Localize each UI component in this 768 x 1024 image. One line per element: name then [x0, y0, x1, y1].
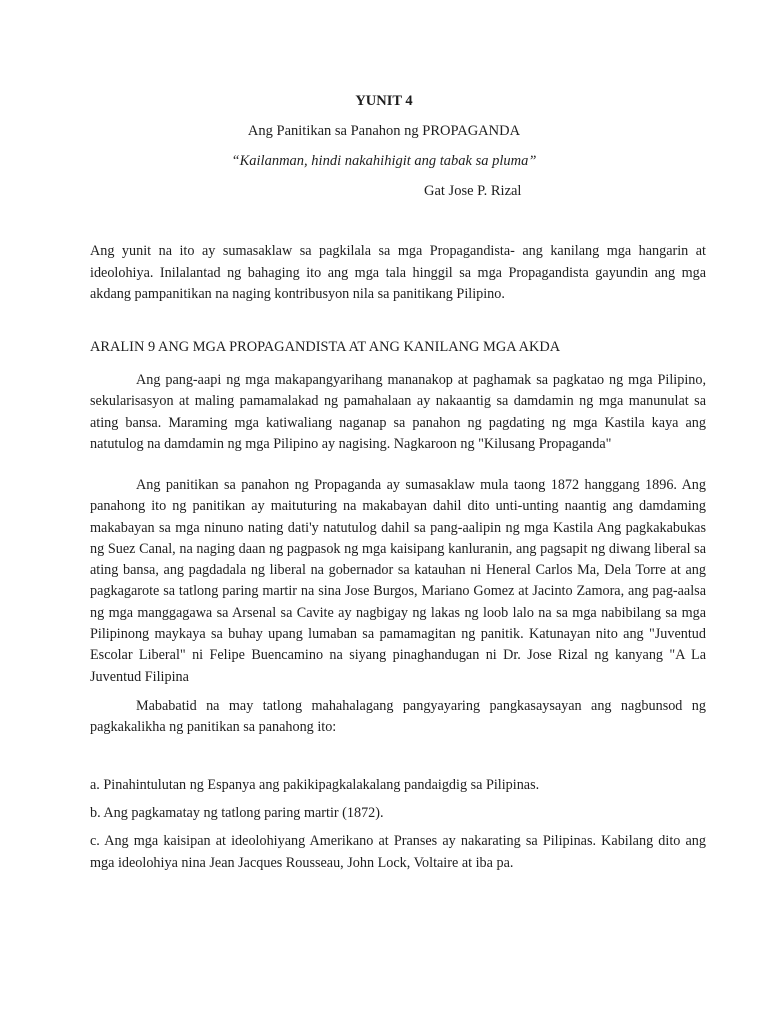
lesson-paragraph: Ang panitikan sa panahon ng Propaganda ay sumasaklaw mula taong 1872 hanggang 1896. Ang panahong ito ng panitikan ay maituturing na makabayan dahil dito unti-unting naantig ang damdaming makabayan sa mga ninuno nating dati'y natutulog dahil sa pang-aalipin ng mga Kastila Ang pagkakabukas ng Suez Canal, na naging daan ng pagpasok ng mga kaisipang kanluranin, ang pagsapit ng diwang liberal sa ating bansa, ang pagdadala ng liberal na gobernador sa katauhan ni Heneral Carlos Ma, Dela Torre at ang pagkagarote sa tatlong paring martir na sina Jose Burgos, Mariano Gomez at Jacinto Zamora, ang pag-aalsa ng mga manggagawa sa Arsenal sa Cavite ay nagbigay ng lakas ng loob lalo na sa mga nabibilang sa mga Pilipinong maykaya sa buhay upang lumaban sa pamamagitan ng panitik. Katunayan nito ang "Juventud Escolar Liberal" ni Felipe Buencamino na siyang pinaghandugan ni Dr. Jose Rizal ng kanyang "A La Juventud Filipina: [90, 477, 706, 685]
lesson-paragraph: Ang pang-aapi ng mga makapangyarihang mananakop at paghamak sa pagkatao ng mga Pilipino, sekularisasyon at maling pamamalakad ng pamahalaan ay nakaantig sa damdamin ng mga manunulat sa ating bansa. Maraming mga katiwaliang naganap sa panahon ng pagdating ng mga Kastila kaya ang natutulog na damdamin ng mga Pilipino ay nagising. Nagkaroon ng "Kilusang Propaganda": [90, 372, 706, 452]
intro-paragraph: Ang yunit na ito ay sumasaklaw sa pagkilala sa mga Propagandista- ang kanilang mga hangarin at ideolohiya. Inilalantad ng bahaging ito ang mga tala hinggil sa mga Propagandista gayundin ang mga akdang pampanitikan na naging kontribusyon nila sa panitikang Pilipino.: [90, 243, 706, 302]
list-item: a. Pinahintulutan ng Espanya ang pakikipagkalakalang pandaigdig sa Pilipinas.: [90, 777, 540, 793]
unit-title: YUNIT 4: [355, 93, 413, 109]
unit-subtitle: Ang Panitikan sa Panahon ng PROPAGANDA: [247, 123, 521, 139]
lesson-paragraph: Mababatid na may tatlong mahahalagang pangyayaring pangkasaysayan ang nagbunsod ng pagkakalikha ng panitikan sa panahong ito:: [90, 698, 706, 736]
list-item: c. Ang mga kaisipan at ideolohiyang Amerikano at Pranses ay nakarating sa Pilipinas. Kabilang dito ang mga ideolohiya nina Jean Jacques Rousseau, John Lock, Voltaire at iba pa.: [90, 833, 706, 871]
quote-attribution: Gat Jose P. Rizal: [424, 183, 522, 199]
lesson-heading: ARALIN 9 ANG MGA PROPAGANDISTA AT ANG KANILANG MGA AKDA: [90, 339, 561, 355]
epigraph-quote: “Kailanman, hindi nakahihigit ang tabak sa pluma”: [231, 153, 537, 169]
list-item: b. Ang pagkamatay ng tatlong paring martir (1872).: [90, 805, 384, 821]
